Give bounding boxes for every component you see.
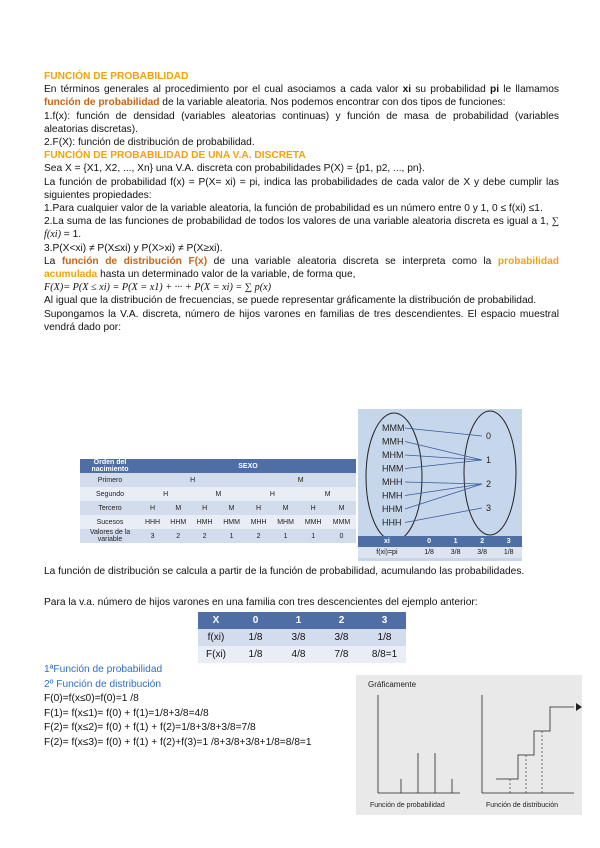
table-cell: M [299, 487, 356, 501]
mapping-arrow [405, 482, 482, 484]
table-cell: 8/8=1 [363, 646, 406, 663]
table-cell: 3/8 [320, 629, 363, 646]
graph-title: Gráficamente [368, 680, 417, 689]
table-cell: HHH [140, 515, 165, 529]
sample-outcome: MMH [382, 436, 404, 447]
table-cell: MHH [245, 515, 271, 529]
paragraph-distribution: La función de distribución F(x) de una variable aleatoria discreta se interpreta como la probabilidad acumulada hasta un determinado valor de la variable, de forma que, [44, 255, 559, 281]
sample-outcome: HHM [382, 504, 403, 514]
sample-outcome: HHH [382, 517, 402, 528]
graphs-figure [356, 675, 582, 815]
mapping-arrow [405, 484, 482, 496]
strip-cell: f(xi)=pi [358, 547, 416, 558]
table-cell: M [165, 501, 191, 515]
table-cell: H [140, 501, 165, 515]
sample-outcome: MHH [382, 477, 403, 487]
table-cell: 2 [191, 529, 217, 543]
strip-cell: 3 [495, 536, 522, 547]
paragraph-item-1: 1.f(x): función de densidad (variables aleatorias continuas) y función de masa de probabilidad (variables aleatorias discretas). [44, 110, 559, 135]
row-label: Valores de la variable [80, 529, 140, 543]
strip-cell: 3/8 [442, 547, 469, 558]
paragraph-item-2: 2.F(X): función de distribución de probabilidad. [44, 137, 255, 149]
list-item: 2º Función de distribución [44, 678, 161, 690]
table-cell: 3/8 [277, 629, 320, 646]
list-item: F(2)= f(x≤2)= f(0) + f(1) + f(2)=1/8+3/8+3/8=7/8 [44, 722, 256, 734]
caption-distribution: Función de distribución [486, 802, 558, 809]
mapping-arrow [405, 484, 482, 509]
table-cell: H [299, 501, 327, 515]
formula-distribution: F(X)= P(X ≤ xi) = P(X = x1) + ··· + P(X = xi) = ∑ p(x) [44, 282, 272, 294]
table-cell: f(xi) [198, 629, 234, 646]
property-2: 2.La suma de las funciones de probabilidad de todos los valores de una variable aleatoria discreta es igual a 1, ∑ f(xi) = 1. [44, 216, 559, 241]
table-cell: MMH [299, 515, 327, 529]
table-cell: 1/8 [234, 629, 277, 646]
table-cell: H [140, 487, 191, 501]
paragraph-intro: En términos generales al procedimiento por el cual asociamos a cada valor xi su probabilidad pi le llamamos función de probabilidad de la variable aleatoria. Nos podemos encontrar con dos tipos de funciones: [44, 84, 560, 109]
strip-cell: xi [358, 536, 416, 547]
table-cell: HHM [165, 515, 191, 529]
heading-va-discreta: FUNCIÓN DE PROBABILIDAD DE UNA V.A. DISCRETA [44, 150, 306, 162]
table-cell: 7/8 [320, 646, 363, 663]
paragraph-properties: La función de probabilidad f(x) = P(X= xi) = pi, indica las probabilidades de cada valor de X y debe cumplir las siguientes propiedades: [44, 176, 559, 201]
table-cell: MHM [272, 515, 300, 529]
value-label: 2 [486, 479, 492, 489]
sexo-table [80, 459, 356, 543]
caption-probability: Función de probabilidad [370, 802, 445, 809]
table-cell: M [272, 501, 300, 515]
paragraph-graphic: Al igual que la distribución de frecuencias, se puede representar gráficamente la distribución de probabilidad. [44, 295, 537, 307]
list-item: F(0)=f(x≤0)=f(0)=1 /8 [44, 693, 139, 705]
value-label: 1 [486, 455, 492, 465]
paragraph-calc: La función de distribución se calcula a partir de la función de probabilidad, acumulando las probabilidades. [44, 566, 525, 577]
strip-cell: 1/8 [495, 547, 522, 558]
table-cell: F(xi) [198, 646, 234, 663]
table-cell: M [191, 487, 245, 501]
table-cell: 2 [245, 529, 271, 543]
header-orden: Orden del nacimiento [80, 459, 140, 473]
arrow-icon [576, 703, 582, 711]
table-cell: 1 [218, 529, 246, 543]
table-cell: 2 [165, 529, 191, 543]
table-cell: 1/8 [363, 629, 406, 646]
table-cell: H [245, 501, 271, 515]
list-item: F(1)= f(x≤1)= f(0) + f(1)=1/8+3/8=4/8 [44, 707, 209, 719]
mapping-arrow [405, 460, 482, 469]
table-cell: X [198, 612, 234, 629]
list-item: 1ªFunción de probabilidad [44, 664, 163, 675]
cdf-steps [496, 707, 574, 779]
table-cell: 3 [140, 529, 165, 543]
strip-cell: 0 [416, 536, 443, 547]
paragraph-example-2: Para la v.a. número de hijos varones en una familia con tres descencientes del ejemplo anterior: [44, 597, 478, 608]
fx-strip-table [358, 536, 522, 558]
paragraph-example: Supongamos la V.A. discreta, número de hijos varones en familias de tres descendientes. El espacio muestral vendrá dado por: [44, 308, 559, 333]
row-label: Tercero [80, 501, 140, 515]
strip-cell: 2 [469, 536, 496, 547]
table-cell: HMH [191, 515, 217, 529]
table-cell: 1 [272, 529, 300, 543]
table-cell: 0 [327, 529, 356, 543]
row-label: Segundo [80, 487, 140, 501]
header-sexo: SEXO [140, 459, 356, 473]
property-1: 1.Para cualquier valor de la variable aleatoria, la función de probabilidad es un número entre 0 y 1, 0 ≤ f(xi) ≤1. [44, 203, 543, 215]
calc-list [44, 663, 312, 751]
document-body [44, 70, 559, 334]
property-3: 3.P(X<xi) ≠ P(X≤xi) y P(X>xi) ≠ P(X≥xi). [44, 242, 223, 254]
graphs-svg [356, 675, 582, 815]
table-cell: 1 [299, 529, 327, 543]
sample-outcome: MHM [382, 450, 404, 460]
paragraph-definition: Sea X = {X1, X2, ..., Xn} una V.A. discreta con probabilidades P(X) = {p1, p2, ..., pn}. [44, 163, 425, 175]
table-cell: 0 [234, 612, 277, 629]
table-cell: 4/8 [277, 646, 320, 663]
table-cell: HMM [218, 515, 246, 529]
table-cell: H [191, 501, 217, 515]
sample-outcome: HMM [382, 463, 404, 474]
list-item: F(2)= f(x≤3)= f(0) + f(1) + f(2)+f(3)=1 /8+3/8+3/8+1/8=8/8=1 [44, 736, 312, 748]
value-label: 0 [486, 431, 492, 441]
table-cell: M [245, 473, 356, 487]
table-cell: 2 [320, 612, 363, 629]
table-cell: 3 [363, 612, 406, 629]
strip-cell: 1/8 [416, 547, 443, 558]
table-cell: M [218, 501, 246, 515]
heading-funcion-probabilidad: FUNCIÓN DE PROBABILIDAD [44, 71, 189, 82]
strip-cell: 1 [442, 536, 469, 547]
sample-outcome: MMM [382, 423, 405, 433]
distribution-table [198, 612, 406, 663]
row-label: Sucesos [80, 515, 140, 529]
row-label: Primero [80, 473, 140, 487]
table-cell: MMM [327, 515, 356, 529]
table-cell: H [245, 487, 299, 501]
value-label: 3 [486, 503, 492, 513]
table-cell: 1 [277, 612, 320, 629]
table-cell: M [327, 501, 356, 515]
sample-outcome: HMH [382, 490, 403, 501]
values-ellipse [464, 411, 516, 535]
table-cell: 1/8 [234, 646, 277, 663]
table-cell: H [140, 473, 245, 487]
strip-cell: 3/8 [469, 547, 496, 558]
